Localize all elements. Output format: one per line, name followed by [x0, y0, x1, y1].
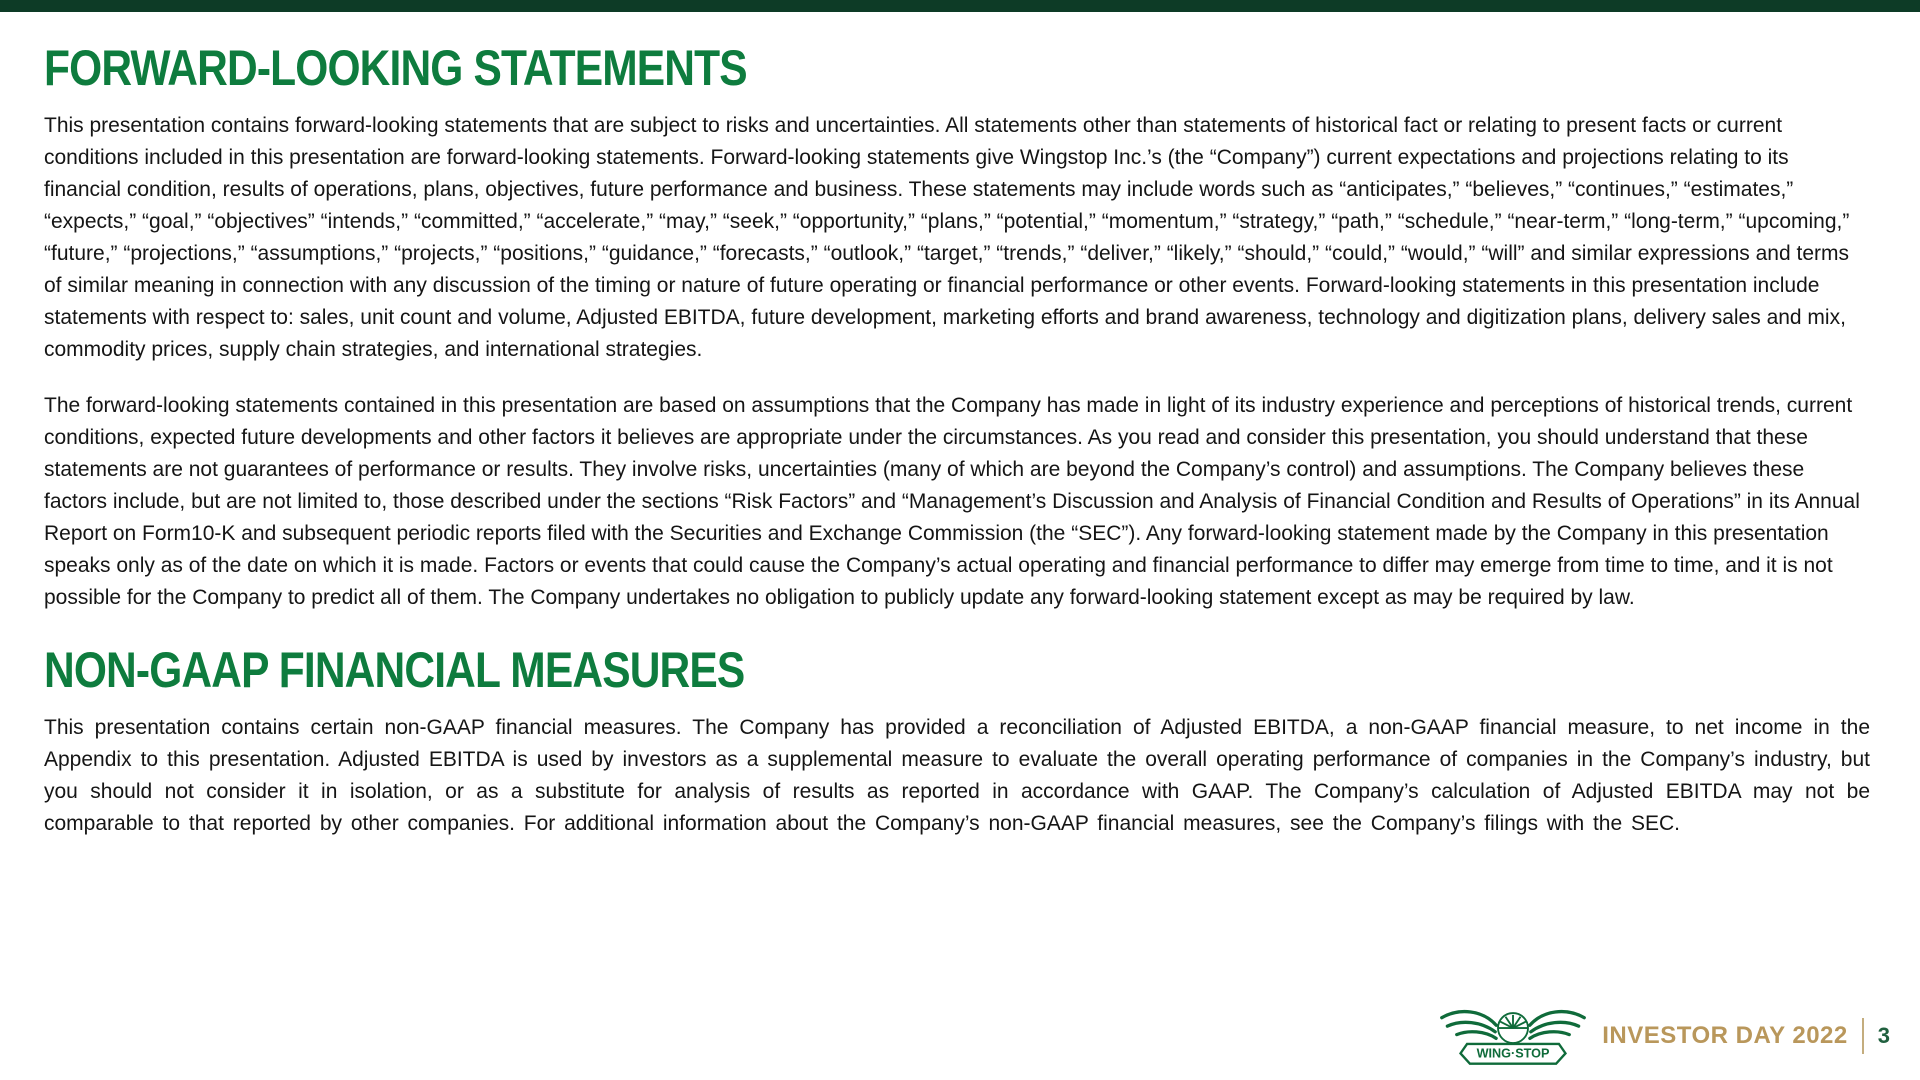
wingstop-logo-emblem	[1438, 1000, 1588, 1072]
forward-looking-paragraph-2: The forward-looking statements contained in this presentation are based on assumptions that the Company has made in light of its industry experience and perceptions of historical trends, current conditions, expected future developments and other factors it believes are appropriate under the circumstances. As you read and consider this presentation, you should understand that these statements are not guarantees of performance or results. They involve risks, uncertainties (many of which are beyond the Company’s control) and assumptions. The Company believes these factors include, but are not limited to, those described under the sections “Risk Factors” and “Management’s Discussion and Analysis of Financial Condition and Results of Operations” in its Annual Report on Form10-K and subsequent periodic reports filed with the Securities and Exchange Commission (the “SEC”). Any forward-looking statement made by the Company in this presentation speaks only as of the date on which it is made. Factors or events that could cause the Company’s actual operating and financial performance to differ may emerge from time to time, and it is not possible for the Company to predict all of them. The Company undertakes no obligation to publicly update any forward-looking statement except as may be required by law.	[44, 394, 1860, 609]
slide-content	[0, 12, 1920, 840]
event-title: INVESTOR DAY 2022	[1602, 1022, 1848, 1049]
logo-banner-text: WING·STOP	[1476, 1046, 1550, 1061]
heading-non-gaap-financial-measures: NON-GAAP FINANCIAL MEASURES	[44, 642, 745, 698]
logo-banner	[1461, 1044, 1566, 1064]
heading-forward-looking-statements: FORWARD-LOOKING STATEMENTS	[44, 40, 747, 96]
top-accent-bar	[0, 0, 1920, 12]
forward-looking-paragraph-1: This presentation contains forward-looking statements that are subject to risks and uncertainties. All statements other than statements of historical fact or relating to present facts or current conditions included in this presentation are forward-looking statements. Forward-looking statements give Wingstop Inc.’s (the “Company”) current expectations and projections relating to its financial condition, results of operations, plans, objectives, future performance and business. These statements may include words such as “anticipates,” “believes,” “continues,” “estimates,” “expects,” “goal,” “objectives” “intends,” “committed,” “accelerate,” “may,” “seek,” “opportunity,” “plans,” “potential,” “momentum,” “strategy,” “path,” “schedule,” “near-term,” “long-term,” “upcoming,” “future,” “projections,” “assumptions,” “projects,” “positions,” “guidance,” “forecasts,” “outlook,” “target,” “trends,” “deliver,” “likely,” “should,” “could,” “would,” “will” and similar expressions and terms of similar meaning in connection with any discussion of the timing or nature of future operating or financial performance or other events. Forward-looking statements in this presentation include statements with respect to: sales, unit count and volume, Adjusted EBITDA, future development, marketing efforts and brand awareness, technology and digitization plans, delivery sales and mix, commodity prices, supply chain strategies, and international strategies.	[44, 114, 1850, 361]
logo-sun-circle	[1498, 1013, 1528, 1043]
wingstop-logo	[1438, 1000, 1588, 1072]
non-gaap-paragraph: This presentation contains certain non-GAAP financial measures. The Company has provided a reconciliation of Adjusted EBITDA, a non-GAAP financial measure, to net income in the Appendix to this presentation. Adjusted EBITDA is used by investors as a supplemental measure to evaluate the overall operating performance of companies in the Company’s industry, but you should not consider it in isolation, or as a substitute for analysis of results as reported in accordance with GAAP. The Company’s calculation of Adjusted EBITDA may not be comparable to that reported by other companies. For additional information about the Company’s non-GAAP financial measures, see the Company’s filings with the SEC.	[44, 716, 1870, 835]
footer-divider	[1862, 1018, 1864, 1054]
slide-footer	[1438, 1000, 1894, 1072]
page-number: 3	[1877, 1023, 1890, 1048]
